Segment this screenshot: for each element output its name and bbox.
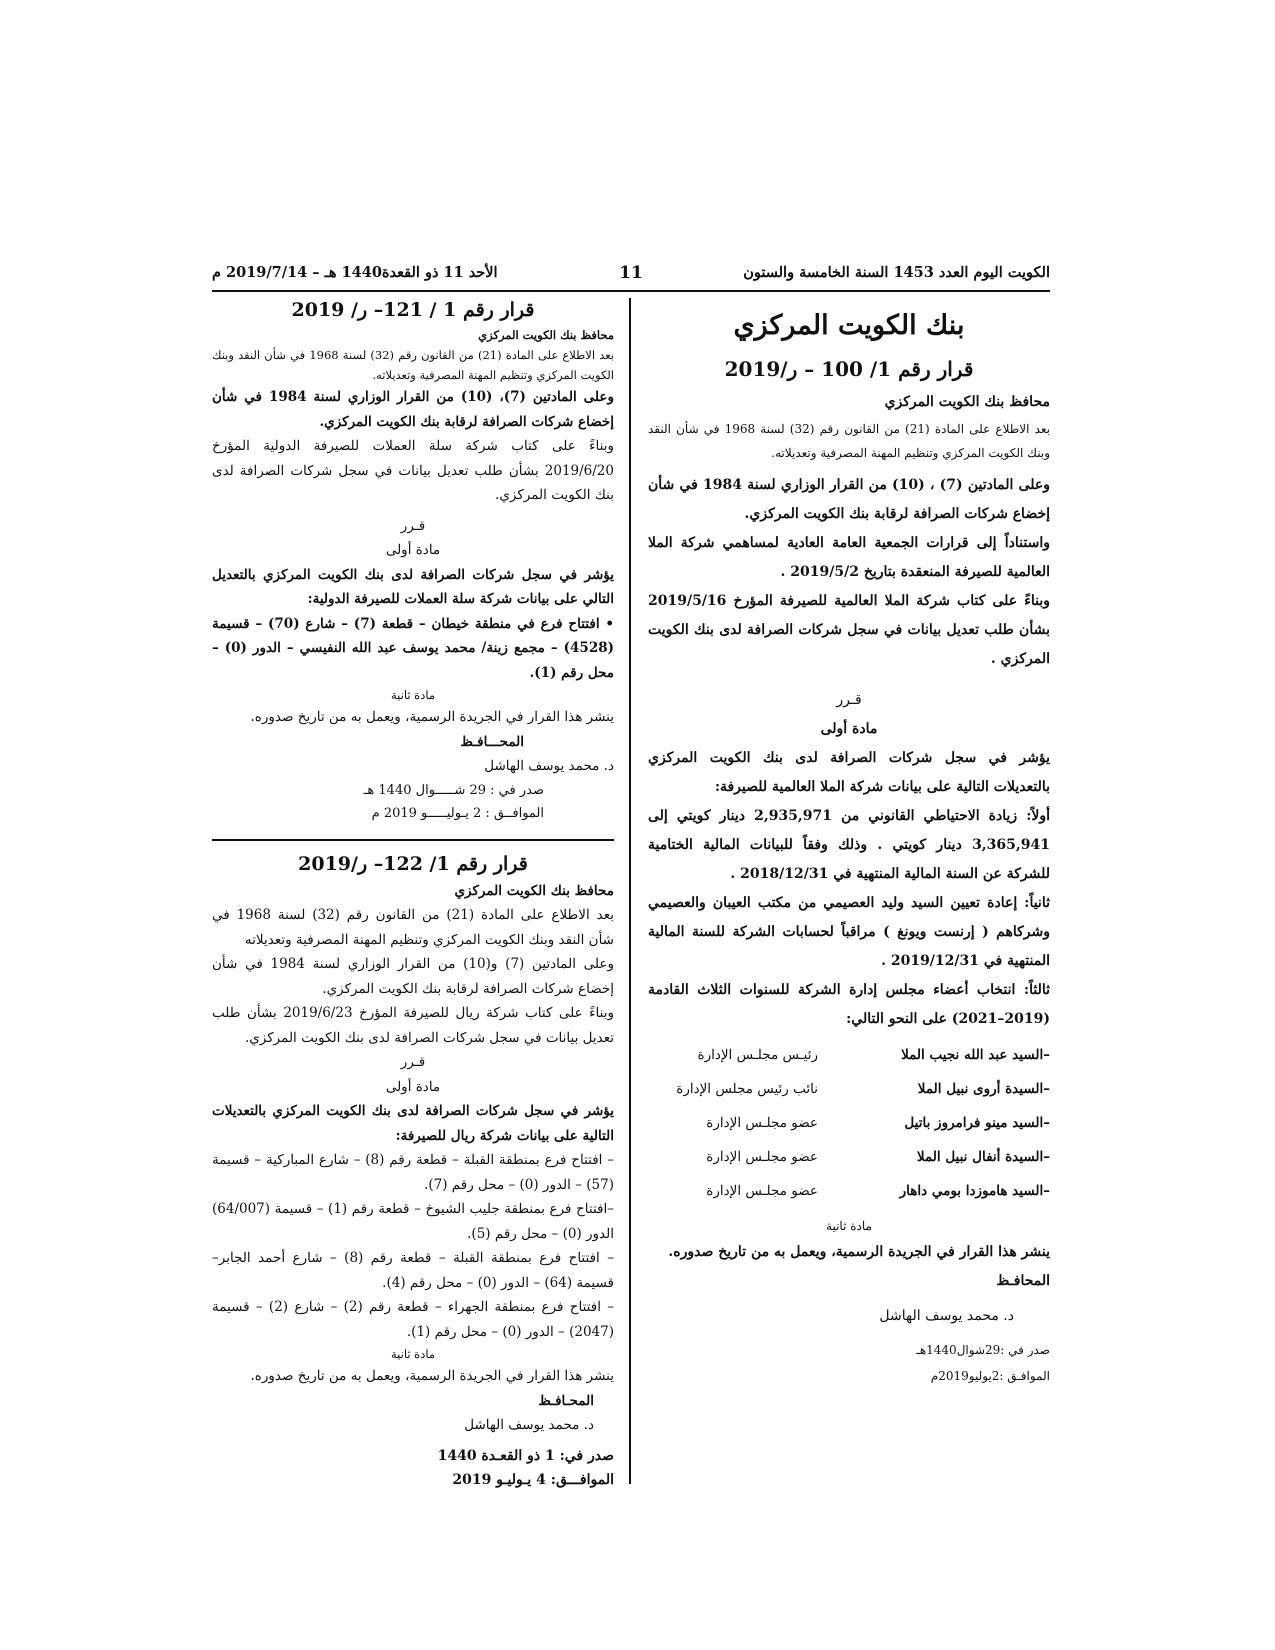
decided-label: قـرر: [400, 1054, 426, 1070]
member-name: –السيد هاموزدا بومي داهار: [899, 1183, 1050, 1199]
member-role: عضو مجلـس الإدارة: [706, 1183, 818, 1199]
item-2: ثانياً: إعادة تعيين السيد وليد العصيمي من مكتب العيبان والعصيمي وشركاهم ( إرنست ويونغ ) مراقباً لحسابات الشركة للسنة المالية المنتهية في 2019/12/31 .: [648, 895, 1050, 969]
resolution-122-title: قرار رقم 1/ 122– ر/2019: [298, 852, 528, 875]
article-2-heading: مادة ثانية: [390, 688, 435, 702]
member-row: [648, 1140, 1050, 1174]
column-divider: [629, 298, 631, 1484]
governor-label: المحـافـظ: [538, 1392, 594, 1409]
member-role: نائب رئيس مجلس الإدارة: [676, 1081, 818, 1097]
preamble-2: وعلى المادتين (7)، (10) من القرار الوزاري لسنة 1984 في شأن إخضاع شركات الصرافة لرقابة بنك الكويت المركزي.: [212, 389, 614, 430]
page-number: 11: [619, 263, 643, 283]
member-row: [648, 1072, 1050, 1106]
left-column: [212, 295, 614, 1493]
preamble-3: وبناءً على كتاب شركة سلة العملات للصيرفة الدولية المؤرخ 2019/6/20 بشأن طلب تعديل بيانات في سجل شركات الصرافة لدى بنك الكويت المركزي.: [212, 438, 614, 503]
article-1-heading: مادة أولى: [820, 721, 878, 737]
issue-date: الأحد 11 ذو القعدة1440 هـ – 2019/7/14 م: [212, 264, 498, 281]
item-3: – افتتاح فرع بمنطقة القبلة – قطعة رقم (8) – شارع أحمد الجابر– قسيمة (64) – الدور (0) – محل رقم (4).: [212, 1250, 614, 1291]
item-3: ثالثاً: انتخاب أعضاء مجلس إدارة الشركة للسنوات الثلاث القادمة (2019–2021) على النحو التالي:: [648, 982, 1050, 1027]
article-2-heading: مادة ثانية: [826, 1219, 872, 1233]
member-name: –السيدة أنفال نبيل الملا: [916, 1149, 1050, 1165]
article-1-text: يؤشر في سجل شركات الصرافة لدى بنك الكويت المركزي بالتعديلات التالية على بيانات شركة ريال للصيرفة:: [212, 1103, 614, 1144]
issued-date: صدر في : 29 شـــــوال 1440 هـ: [363, 782, 544, 798]
member-name: –السيد عبد الله نجيب الملا: [901, 1047, 1050, 1063]
item-2: –افتتاح فرع بمنطقة جليب الشيوخ – قطعة رقم (1) – قسيمة (64/007) الدور (0) – محل رقم (5).: [212, 1201, 614, 1242]
article-1-text: يؤشر في سجل شركات الصرافة لدى بنك الكويت المركزي بالتعديل التالي على بيانات شركة سلة العملات للصيرفة الدولية:: [212, 566, 614, 607]
board-members: [648, 1038, 1050, 1208]
governor-heading: محافظ بنك الكويت المركزي: [478, 328, 614, 342]
preamble-1: بعد الاطلاع على المادة (21) من القانون رقم (32) لسنة 1968 في شأن النقد وبنك الكويت المركزي وتنظيم المهنة المصرفية وتعديلاته: [212, 907, 614, 948]
article-1-heading: مادة أولى: [385, 542, 441, 558]
resolution-121-title: قرار رقم 1 / 121– ر/ 2019: [291, 299, 535, 321]
gazette-issue: الكويت اليوم العدد 1453 السنة الخامسة والستون: [743, 264, 1050, 281]
preamble-4: وبناءً على كتاب شركة الملا العالمية للصيرفة المؤرخ 2019/5/16 بشأن طلب تعديل بيانات في سجل شركات الصرافة لدى بنك الكويت المركزي .: [648, 593, 1050, 667]
item-1: • افتتاح فرع في منطقة خيطان – قطعة (7) – شارع (70) – قسيمة (4528) – مجمع زينة/ محمد يوسف عبد الله النفيسي – الدور (0) – محل رقم (1).: [212, 615, 615, 681]
article-2-text: ينشر هذا القرار في الجريدة الرسمية، ويعمل به من تاريخ صدوره.: [250, 709, 614, 725]
member-name: –السيدة أروى نبيل الملا: [917, 1081, 1050, 1097]
issued-date: صدر في :29شوال1440هـ: [916, 1343, 1050, 1357]
item-4: – افتتاح فرع بمنطقة الجهراء – قطعة رقم (2) – شارع (2) – قسيمة (2047) – الدور (0) – محل رقم (1).: [212, 1299, 614, 1340]
bank-title: بنك الكويت المركزي: [733, 310, 965, 341]
signatory: د. محمد يوسف الهاشل: [484, 758, 614, 774]
preamble-1: بعد الاطلاع على المادة (21) من القانون رقم (32) لسنة 1968 في شأن النقد وبنك الكويت المركزي وتنظيم المهنة المصرفية وتعديلاته.: [212, 348, 614, 382]
resolution-title: قرار رقم 1/ 100 – ر/2019: [724, 357, 974, 381]
member-row: [648, 1038, 1050, 1072]
preamble-2: وعلى المادتين (7) و(10) من القرار الوزاري لسنة 1984 في شأن إخضاع شركات الصرافة لرقابة بنك الكويت المركزي.: [212, 956, 614, 997]
article-2-heading: مادة ثانية: [390, 1347, 435, 1361]
member-role: عضو مجلـس الإدارة: [706, 1115, 818, 1131]
preamble-2: وعلى المادتين (7) ، (10) من القرار الوزاري لسنة 1984 في شأن إخضاع شركات الصرافة لرقابة بنك الكويت المركزي.: [648, 477, 1051, 522]
item-1: أولاً: زيادة الاحتياطي القانوني من 2,935,971 دينار كويتي إلى 3,365,941 دينار كويتي . وذلك وفقاً للبيانات المالية الختامية للشركة عن السنة المالية المنتهية في 2018/12/31 .: [648, 808, 1051, 882]
governor-heading: محافظ بنك الكويت المركزي: [884, 394, 1050, 410]
corresponding-date: الموافـق :2يوليو2019م: [930, 1369, 1050, 1383]
decided-label: قـرر: [836, 692, 862, 708]
member-row: [648, 1106, 1050, 1140]
header-rule: [212, 290, 1050, 292]
member-role: عضو مجلـس الإدارة: [706, 1149, 818, 1165]
article-2-text: ينشر هذا القرار في الجريدة الرسمية، ويعمل به من تاريخ صدوره.: [668, 1244, 1050, 1260]
page-header: [212, 262, 1050, 284]
corresponding-date: الموافـــق: 4 يـوليـو 2019: [452, 1472, 614, 1488]
issued-date: صدر في: 1 ذو القعـدة 1440: [437, 1447, 614, 1464]
preamble-3: واستناداً إلى قرارات الجمعية العامة العادية لمساهمي شركة الملا العالمية للصيرفة المنعقدة بتاريخ 2019/5/2 .: [648, 535, 1050, 580]
member-name: –السيد مينو فرامروز باتيل: [904, 1115, 1050, 1131]
member-role: رئيـس مجلـس الإدارة: [697, 1047, 818, 1063]
signatory: د. محمد يوسف الهاشل: [464, 1417, 594, 1433]
governor-label: المحـــافـظ: [460, 733, 524, 750]
signatory: د. محمد يوسف الهاشل: [879, 1308, 1014, 1324]
corresponding-date: الموافــق : 2 يـوليـــــو 2019 م: [371, 805, 544, 821]
decided-label: قـرر: [400, 517, 426, 534]
resolution-separator: [212, 839, 614, 841]
article-1-text: يؤشر في سجل شركات الصرافة لدى بنك الكويت المركزي بالتعديلات التالية على بيانات شركة الملا العالمية للصيرفة:: [648, 750, 1050, 795]
article-2-text: ينشر هذا القرار في الجريدة الرسمية، ويعمل به من تاريخ صدوره.: [250, 1368, 614, 1384]
governor-heading: محافظ بنك الكويت المركزي: [454, 882, 614, 899]
preamble-1: بعد الاطلاع على المادة (21) من القانون رقم (32) لسنة 1968 في شأن النقد وبنك الكويت المركزي وتنظيم المهنة المصرفية وتعديلاته.: [648, 422, 1051, 460]
right-column: [648, 300, 1050, 1389]
item-1: – افتتاح فرع بمنطقة القبلة – قطعة رقم (8) – شارع المباركية – قسيمة (57) – الدور (0) – محل رقم (7).: [212, 1152, 614, 1193]
member-row: [648, 1174, 1050, 1208]
article-1-heading: مادة أولى: [385, 1078, 441, 1095]
governor-label: المحافـظ: [996, 1273, 1050, 1289]
preamble-3: وبناءً على كتاب شركة ريال للصيرفة المؤرخ 2019/6/23 بشأن طلب تعديل بيانات في سجل شركات الصرافة لدى بنك الكويت المركزي.: [212, 1005, 614, 1046]
